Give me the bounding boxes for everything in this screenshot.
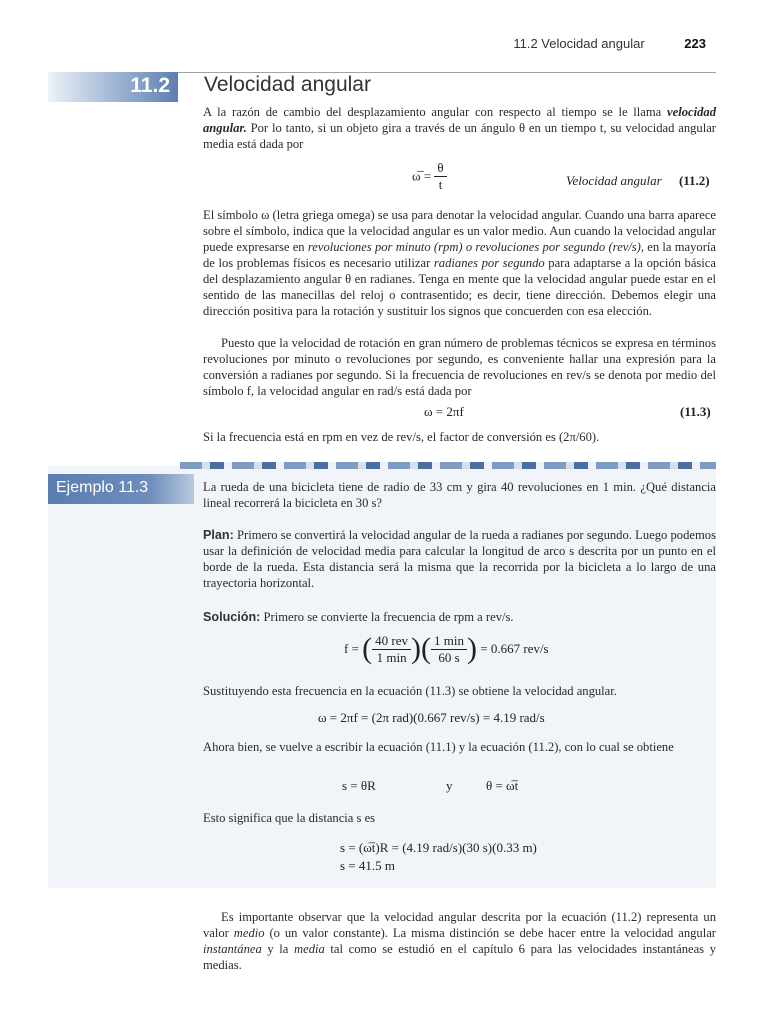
- plan-text: Primero se convertirá la velocidad angular de la rueda a radianes por segundo. Luego podemos usar la definición de velocidad media para calcular la longitud de arco s descrita por un punto en el borde de la rueda. Esta distancia será la misma que la recorrida por la bicicleta a lo largo de una trayectoria horizontal.: [203, 528, 716, 590]
- symbol-text-a: El símbolo ω (letra griega omega) se usa para denotar la velocidad angular. Cuando una barra aparece sobre el símbolo, indica que la velocidad angular es un valor medio. Aun cuando la velocidad angular puede expresarse en: [203, 208, 716, 254]
- eq-f-den-2: 60 s: [438, 649, 460, 665]
- eq-f-den-1: 1 min: [376, 649, 407, 665]
- equation-11-2: [412, 160, 447, 193]
- eq-f-lhs: f =: [344, 641, 359, 656]
- equation-11-3-number: [680, 404, 711, 420]
- running-header: [0, 36, 706, 51]
- solution-text: Primero se convierte la frecuencia de rpm a rev/s.: [260, 610, 514, 624]
- paragraph-conversion: Puesto que la velocidad de rotación en gran número de problemas técnicos se expresa en términos revoluciones por minuto o revoluciones por segundo, es conveniente hallar una expresión para la conversión a radianes por segundo. Si la frecuencia de revoluciones en rev/s se denota por medio del símbolo f, la velocidad angular en rad/s está dada por: [203, 336, 716, 398]
- intro-term: velocidad angular.: [203, 105, 716, 135]
- eq-11-2-caption: Velocidad angular: [566, 173, 662, 188]
- equation-distance-result: s = 41.5 m: [340, 858, 396, 873]
- example-problem: La rueda de una bicicleta tiene de radio de 33 cm y gira 40 revoluciones en 1 min. ¿Qué distancia lineal recorrerá la bicicleta en 30 s?: [203, 480, 716, 510]
- closing-term-media: media: [294, 942, 325, 956]
- equation-and: y: [446, 778, 453, 793]
- eq-11-2-lhs: ω̅ =: [412, 168, 432, 184]
- example-rewrite: Ahora bien, se vuelve a escribir la ecuación (11.1) y la ecuación (11.2), con lo cual se obtiene: [203, 740, 674, 754]
- section-title: Velocidad angular: [204, 73, 371, 96]
- paragraph-intro: [203, 104, 716, 152]
- symbol-term-rad: radianes por segundo: [433, 256, 545, 270]
- closing-text-a: Es importante observar que la velocidad angular descrita por la ecuación (11.2) representa un valor: [203, 910, 716, 940]
- example-label: Ejemplo 11.3: [56, 479, 149, 496]
- paragraph-symbol: [203, 207, 716, 319]
- closing-text-e: y la: [261, 942, 295, 956]
- example-solution: [203, 609, 716, 625]
- eq-11-2-number: (11.2): [678, 173, 710, 188]
- intro-text: A la razón de cambio del desplazamiento angular con respecto al tiempo se le llama: [203, 105, 668, 119]
- example-band: [180, 462, 716, 469]
- example-substitution: Sustituyendo esta frecuencia en la ecuación (11.3) se obtiene la velocidad angular.: [203, 684, 617, 698]
- example-plan: [203, 527, 716, 591]
- equation-distance: s = (ω̅t)R = (4.19 rad/s)(30 s)(0.33 m): [340, 840, 537, 855]
- running-header-section: 11.2 Velocidad angular: [513, 36, 645, 51]
- closing-text-c: (o un valor constante). La misma distinción se debe hacer entre la velocidad angular: [264, 926, 716, 940]
- equation-11-2-label: [566, 173, 710, 189]
- example-distance-intro: Esto significa que la distancia s es: [203, 811, 376, 825]
- page-number: 223: [684, 36, 706, 51]
- closing-term-medio: medio: [233, 926, 265, 940]
- paragraph-rpm-factor: Si la frecuencia está en rpm en vez de rev/s, el factor de conversión es (2π/60).: [203, 430, 600, 444]
- symbol-text-e: para adaptarse a la opción básica del desplazamiento angular θ en radianes. Tenga en mente que la velocidad angular puede estar en el sentido de las manecillas del reloj o contrasentido; es decir, tiene dirección. Debemos elegir una dirección positiva para la rotación y sustituir los signos que concuerden con esa elección.: [203, 256, 716, 318]
- equation-s-theta-r: s = θR: [342, 778, 376, 793]
- eq-11-2-denominator: t: [438, 177, 443, 192]
- section-number: 11.2: [130, 74, 170, 97]
- equation-frequency: f = ( $\frac{\text{40 rev}}{1 \min}$ )( $\frac{1 \min}{60 s}$ ) = 0.667 rev/s: [344, 632, 549, 665]
- closing-text-g: tal como se estudió en el capítulo 6 para las velocidades instantáneas y medias.: [203, 942, 716, 972]
- equation-11-3: ω = 2πf: [424, 404, 464, 419]
- equation-omega: ω = 2πf = (2π rad)(0.667 rev/s) = 4.19 rad/s: [318, 710, 545, 725]
- eq-f-num-1: 40 rev: [372, 633, 411, 650]
- eq-11-3-number: (11.3): [680, 404, 711, 419]
- section-number-tab: [48, 72, 178, 102]
- intro-text-end: Por lo tanto, si un objeto gira a través de un ángulo θ en un tiempo t, su velocidad angular media está dada por: [203, 121, 716, 151]
- eq-11-2-numerator: θ: [434, 160, 446, 177]
- equation-theta-omega-t: θ = ω̅t: [486, 778, 519, 793]
- symbol-text-c: , en la mayoría de los problemas físicos es necesario utilizar: [203, 240, 716, 270]
- paragraph-closing: [203, 909, 716, 973]
- symbol-term-rpm: revoluciones por minuto (rpm) o revoluciones por segundo (rev/s): [307, 240, 641, 254]
- closing-term-instantanea: instantánea: [203, 942, 262, 956]
- example-tab: [48, 474, 194, 504]
- solution-heading: Solución:: [203, 610, 261, 624]
- eq-f-num-2: 1 min: [431, 633, 467, 650]
- eq-f-rhs: = 0.667 rev/s: [480, 641, 549, 656]
- plan-heading: Plan:: [203, 528, 234, 542]
